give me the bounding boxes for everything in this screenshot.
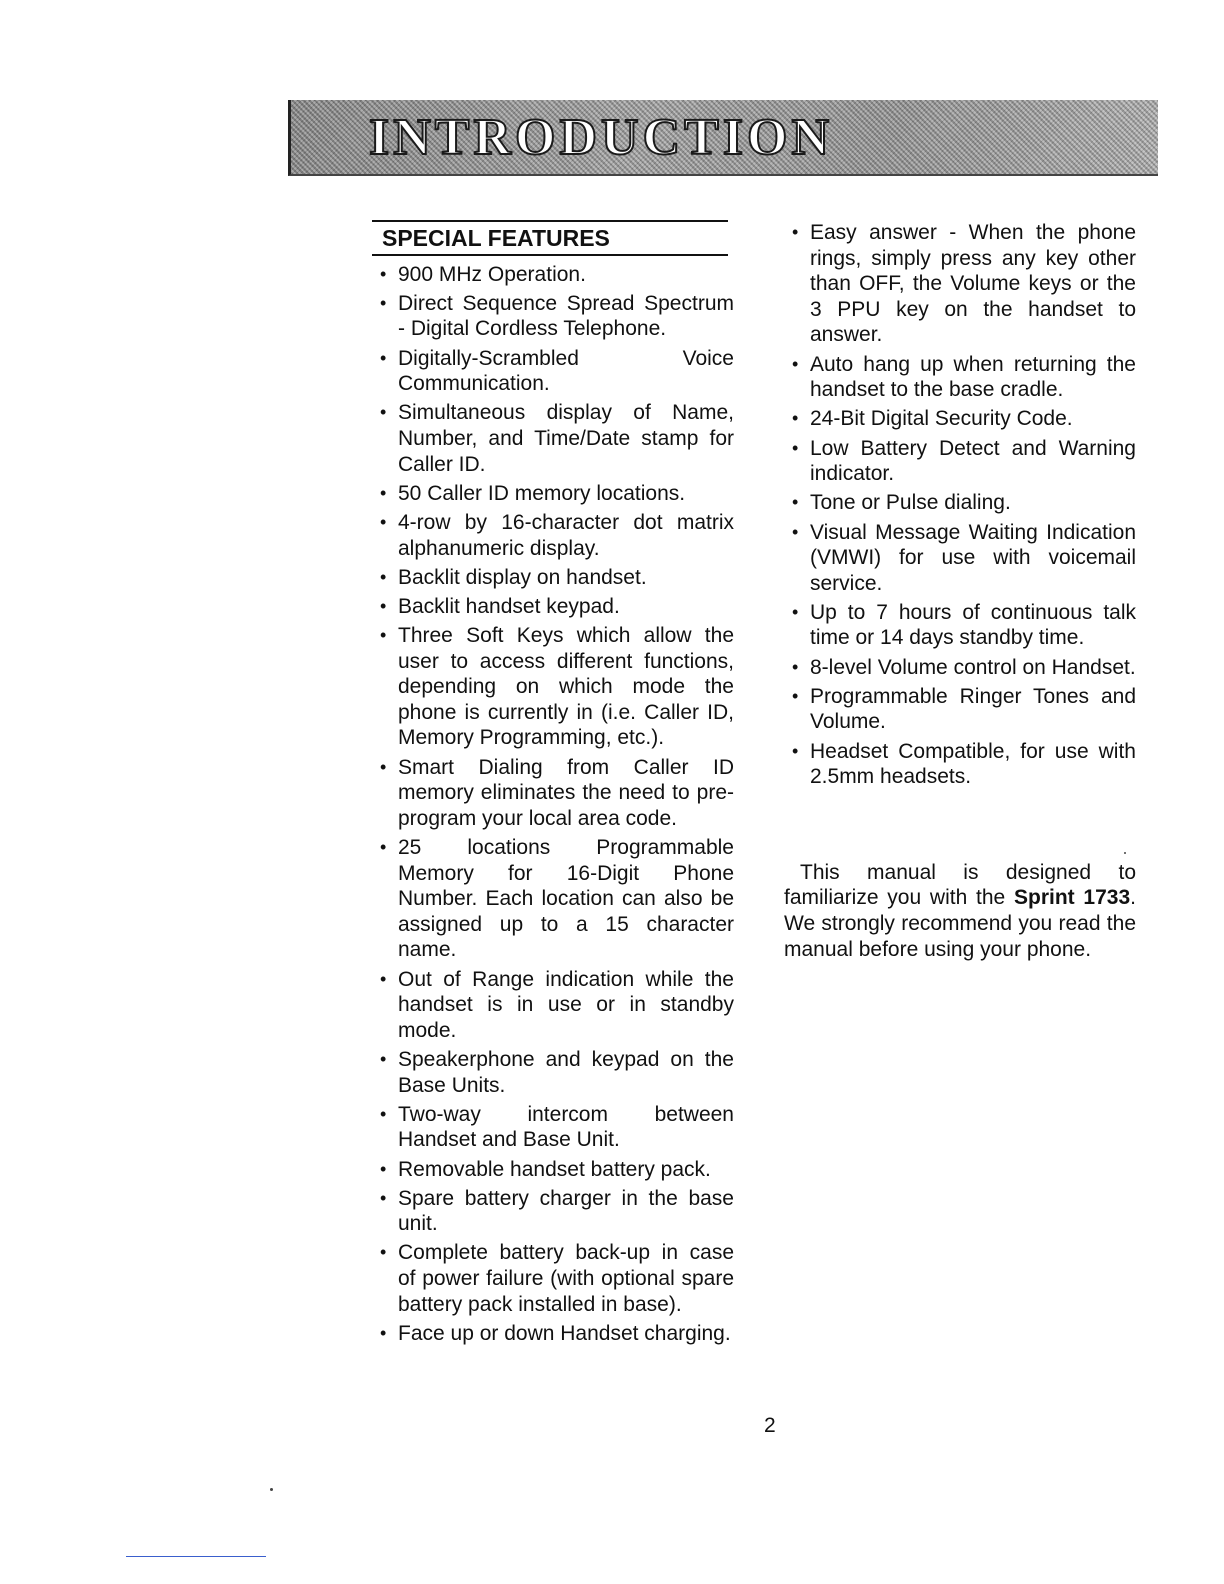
feature-text: Backlit display on handset.: [398, 565, 647, 589]
feature-item: [372, 1186, 734, 1237]
feature-item: [784, 220, 1136, 348]
feature-text: Three Soft Keys which allow the user to access different functions, depending on which mode the phone is currently in (i.e. Caller ID, Memory Programming, etc.).: [398, 624, 734, 750]
bullet-icon: •: [792, 656, 799, 677]
bullet-icon: •: [380, 1187, 387, 1208]
right-column: [784, 220, 1136, 983]
bullet-icon: •: [380, 1242, 387, 1263]
model-name: Sprint 1733: [1014, 886, 1131, 910]
page-number: 2: [764, 1414, 776, 1437]
bullet-icon: •: [380, 595, 387, 616]
feature-text: 900 MHz Operation.: [398, 262, 586, 286]
feature-item: [784, 352, 1136, 403]
left-column: [372, 220, 734, 1350]
intro-text-after: . We strongly recommend you read the manual before using your phone.: [784, 886, 1136, 961]
feature-item: [784, 490, 1136, 516]
feature-item: [784, 436, 1136, 487]
bullet-icon: •: [380, 402, 387, 423]
feature-text: Out of Range indication while the handset is in use or in standby mode.: [398, 967, 734, 1042]
feature-item: [372, 346, 734, 397]
bullet-icon: •: [380, 1048, 387, 1069]
features-list-right: [784, 220, 1136, 790]
bullet-icon: •: [792, 740, 799, 761]
feature-text: Easy answer - When the phone rings, simply press any key other than OFF, the Volume keys or the 3 PPU key on the handset to answer.: [810, 221, 1136, 347]
feature-item: [372, 967, 734, 1044]
page-title: INTRODUCTION: [369, 109, 834, 166]
feature-text: Low Battery Detect and Warning indicator.: [810, 436, 1136, 486]
scan-speck: [270, 1488, 273, 1491]
feature-item: [372, 565, 734, 591]
header-banner: [288, 100, 1158, 176]
scan-speck: [1124, 852, 1126, 854]
bullet-icon: •: [792, 685, 799, 706]
footer-rule: [126, 1556, 266, 1557]
feature-item: [372, 291, 734, 342]
feature-text: 24-Bit Digital Security Code.: [810, 407, 1073, 431]
feature-text: Smart Dialing from Caller ID memory eliminates the need to pre-program your local area code.: [398, 755, 734, 830]
bullet-icon: •: [380, 263, 387, 284]
bullet-icon: •: [380, 1103, 387, 1124]
bullet-icon: •: [792, 353, 799, 374]
bullet-icon: •: [792, 521, 799, 542]
bullet-icon: •: [792, 601, 799, 622]
feature-item: [372, 262, 734, 288]
feature-item: [784, 684, 1136, 735]
feature-text: Digitally-Scrambled Voice Communication.: [398, 346, 734, 396]
bullet-icon: •: [380, 482, 387, 503]
feature-text: Direct Sequence Spread Spectrum - Digital Cordless Telephone.: [398, 291, 734, 341]
bullet-icon: •: [380, 566, 387, 587]
bullet-icon: •: [380, 1322, 387, 1343]
feature-item: [372, 1321, 734, 1347]
bullet-icon: •: [380, 968, 387, 989]
feature-text: Two-way intercom between Handset and Base Unit.: [398, 1102, 734, 1152]
features-list-left: [372, 262, 734, 1347]
feature-item: [372, 755, 734, 832]
feature-item: [372, 481, 734, 507]
bullet-icon: •: [380, 292, 387, 313]
feature-text: Backlit handset keypad.: [398, 594, 620, 618]
bullet-icon: •: [380, 756, 387, 777]
feature-text: Auto hang up when returning the handset to the base cradle.: [810, 352, 1136, 402]
bullet-icon: •: [380, 347, 387, 368]
feature-text: 4-row by 16-character dot matrix alphanumeric display.: [398, 510, 734, 560]
feature-item: [784, 520, 1136, 597]
feature-text: Removable handset battery pack.: [398, 1157, 711, 1181]
feature-text: Tone or Pulse dialing.: [810, 491, 1011, 515]
feature-text: Up to 7 hours of continuous talk time or 14 days standby time.: [810, 600, 1136, 650]
feature-text: Spare battery charger in the base unit.: [398, 1186, 734, 1236]
feature-text: Programmable Ringer Tones and Volume.: [810, 684, 1136, 734]
bullet-icon: •: [792, 222, 799, 242]
feature-item: [372, 835, 734, 963]
bullet-icon: •: [792, 408, 799, 429]
feature-text: Visual Message Waiting Indication (VMWI) for use with voicemail service.: [810, 520, 1136, 595]
feature-item: [372, 400, 734, 477]
feature-item: [372, 510, 734, 561]
feature-item: [372, 623, 734, 751]
feature-text: 50 Caller ID memory locations.: [398, 481, 686, 505]
feature-item: [784, 655, 1136, 681]
feature-text: Face up or down Handset charging.: [398, 1321, 731, 1345]
feature-item: [372, 594, 734, 620]
bullet-icon: •: [380, 625, 387, 646]
feature-text: Speakerphone and keypad on the Base Units.: [398, 1047, 734, 1097]
feature-item: [372, 1157, 734, 1183]
feature-text: Headset Compatible, for use with 2.5mm headsets.: [810, 739, 1136, 789]
feature-text: Complete battery back-up in case of power failure (with optional spare battery pack installed in base).: [398, 1241, 734, 1316]
feature-item: [372, 1047, 734, 1098]
feature-item: [784, 739, 1136, 790]
bullet-icon: •: [792, 437, 799, 458]
feature-text: Simultaneous display of Name, Number, and Time/Date stamp for Caller ID.: [398, 401, 734, 476]
bullet-icon: •: [380, 511, 387, 532]
bullet-icon: •: [380, 837, 387, 857]
feature-item: [784, 406, 1136, 432]
section-heading: SPECIAL FEATURES: [372, 220, 728, 256]
feature-item: [372, 1102, 734, 1153]
feature-item: [372, 1240, 734, 1317]
feature-text: 8-level Volume control on Handset.: [810, 655, 1136, 679]
feature-text: 25 locations Programmable Memory for 16-Digit Phone Number. Each location can also be assigned up to a 15 character name.: [398, 836, 734, 962]
bullet-icon: •: [792, 492, 799, 513]
intro-text-before: This manual is designed to familiarize you with the: [784, 860, 1136, 910]
bullet-icon: •: [380, 1158, 387, 1179]
feature-item: [784, 600, 1136, 651]
intro-paragraph: [784, 860, 1136, 962]
